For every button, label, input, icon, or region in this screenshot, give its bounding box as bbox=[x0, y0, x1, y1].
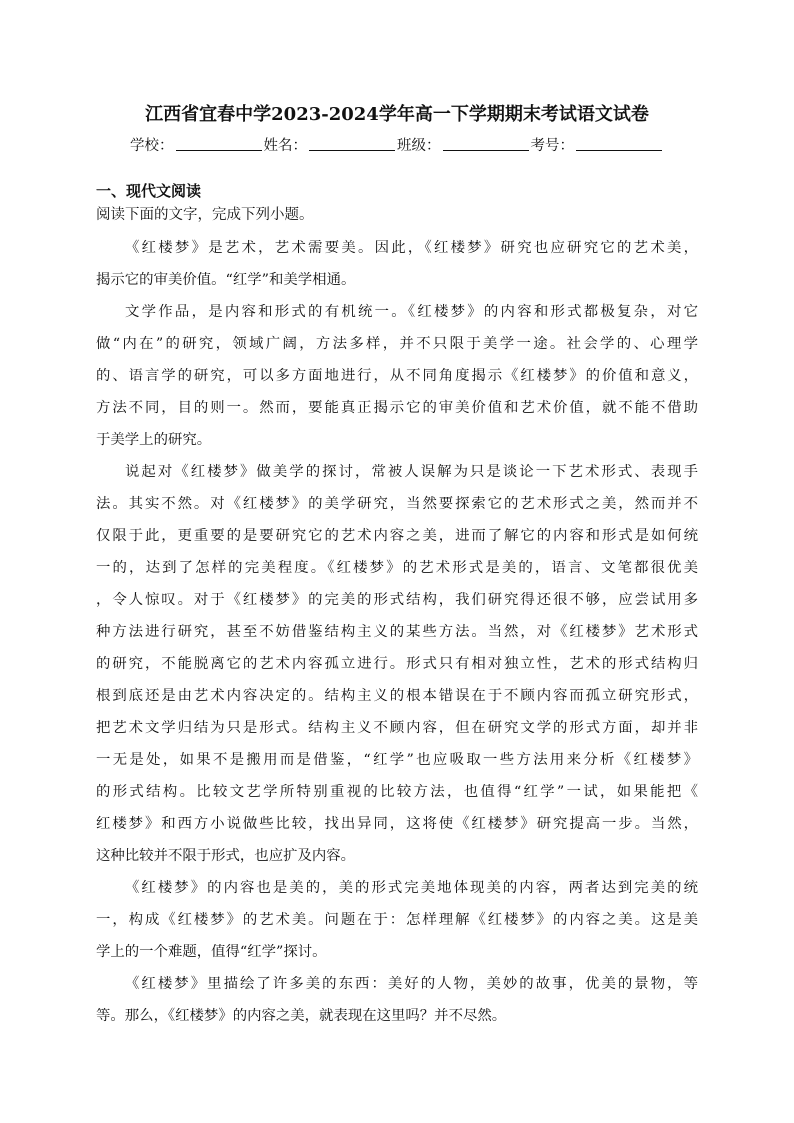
passage-line: 《红楼梦》的内容也是美的，美的形式完美地体现美的内容，两者达到完美的统 bbox=[125, 880, 698, 896]
passage-line: 的、语言学的研究，可以多方面地进行，从不同角度揭示《红楼梦》的价值和意义， bbox=[96, 368, 698, 384]
school-blank bbox=[176, 136, 262, 151]
name-label: 姓名： bbox=[263, 138, 307, 154]
exam-title: 江西省宜春中学2023-2024学年高一下学期期末考试语文试卷 bbox=[145, 104, 649, 125]
passage-line: 《红楼梦》是艺术，艺术需要美。因此，《红楼梦》研究也应研究它的艺术美， bbox=[125, 240, 698, 256]
passage-line: 的形式结构。比较文艺学所特别重视的比较方法，也值得“红学”一试，如果能把《 bbox=[96, 784, 698, 800]
passage-line: 说起对《红楼梦》做美学的探讨，常被人误解为只是谈论一下艺术形式、表现手 bbox=[125, 464, 698, 480]
passage-line: 揭示它的审美价值。“红学”和美学相通。 bbox=[96, 272, 356, 288]
passage-line: 法。其实不然。对《红楼梦》的美学研究，当然要探索它的艺术形式之美，然而并不 bbox=[96, 496, 698, 512]
school-label: 学校： bbox=[130, 138, 174, 154]
passage-line: 一的，达到了怎样的完美程度。《红楼梦》的艺术形式是美的，语言、文笔都很优美 bbox=[96, 560, 698, 576]
passage-line: 种方法进行研究，甚至不妨借鉴结构主义的某些方法。当然，对《红楼梦》艺术形式 bbox=[96, 624, 698, 640]
passage-line: 这种比较并不限于形式，也应扩及内容。 bbox=[96, 848, 356, 864]
reading-passage bbox=[96, 232, 698, 1032]
class-label: 班级： bbox=[397, 138, 441, 154]
passage-line: 等。那么，《红楼梦》的内容之美，就表现在这里吗？并不尽然。 bbox=[96, 1008, 507, 1024]
passage-line: 一无是处，如果不是搬用而是借鉴，“红学”也应吸取一些方法用来分析《红楼梦》 bbox=[96, 752, 698, 768]
class-blank bbox=[443, 136, 529, 151]
exam-number-blank bbox=[576, 136, 662, 151]
passage-line: ，令人惊叹。对于《红楼梦》的完美的形式结构，我们研究得还很不够，应尝试用多 bbox=[96, 592, 698, 608]
passage-line: 《红楼梦》里描绘了许多美的东西：美好的人物，美妙的故事，优美的景物，等 bbox=[125, 976, 698, 992]
section-instruction: 阅读下面的文字，完成下列小题。 bbox=[96, 207, 314, 223]
passage-line: 方法不同，目的则一。然而，要能真正揭示它的审美价值和艺术价值，就不能不借助 bbox=[96, 400, 698, 416]
passage-line: 文学作品，是内容和形式的有机统一。《红楼梦》的内容和形式都极复杂，对它 bbox=[125, 304, 698, 320]
passage-line: 一，构成《红楼梦》的艺术美。问题在于：怎样理解《红楼梦》的内容之美。这是美 bbox=[96, 912, 698, 928]
student-info-line bbox=[0, 134, 794, 155]
passage-line: 于美学上的研究。 bbox=[96, 432, 212, 448]
section-heading: 一、现代文阅读 bbox=[96, 182, 202, 200]
passage-line: 红楼梦》和西方小说做些比较，找出异同，这将使《红楼梦》研究提高一步。当然， bbox=[96, 816, 698, 832]
passage-line: 的研究，不能脱离它的艺术内容孤立进行。形式只有相对独立性，艺术的形式结构归 bbox=[96, 656, 698, 672]
passage-line: 做“内在”的研究，领域广阔，方法多样，并不只限于美学一途。社会学的、心理学 bbox=[96, 336, 698, 352]
passage-line: 把艺术文学归结为只是形式。结构主义不顾内容，但在研究文学的形式方面，却并非 bbox=[96, 720, 698, 736]
passage-line: 仅限于此，更重要的是要研究它的艺术内容之美，进而了解它的内容和形式是如何统 bbox=[96, 528, 698, 544]
exam-number-label: 考号： bbox=[530, 138, 574, 154]
passage-line: 学上的一个难题，值得“红学”探讨。 bbox=[96, 944, 327, 960]
passage-line: 根到底还是由艺术内容决定的。结构主义的根本错误在于不顾内容而孤立研究形式， bbox=[96, 688, 698, 704]
name-blank bbox=[309, 136, 395, 151]
